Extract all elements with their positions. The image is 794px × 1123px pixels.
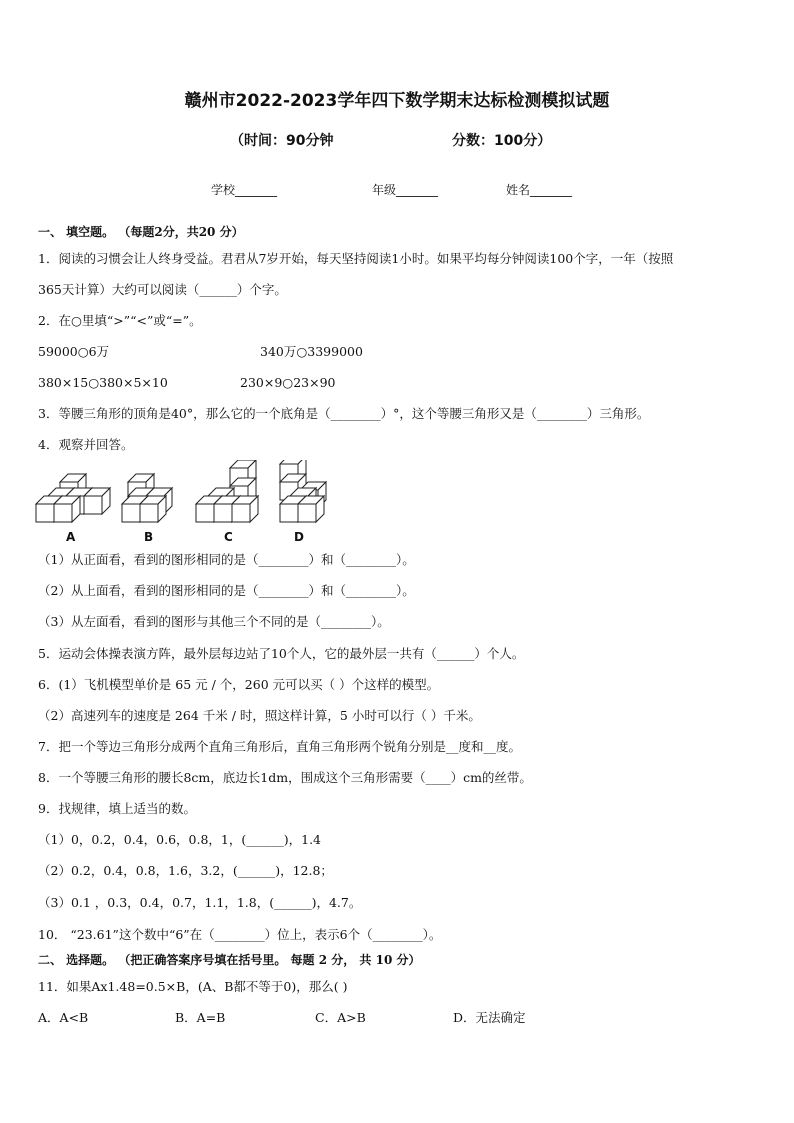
q6-sub-2: （2）高速列车的速度是 264 千米 / 时，照这样计算，5 小时可以行（ ）千米。 xyxy=(38,708,481,723)
q9-sub-2: （2）0.2，0.4，0.8，1.6，3.2，(______)，12.8； xyxy=(38,863,333,878)
figure-d xyxy=(280,460,326,522)
q6-sub-1: 6．(1）飞机模型单价是 65 元 / 个，260 元可以买（ ）个这样的模型。 xyxy=(38,677,440,692)
figure-label-a: A xyxy=(66,530,76,544)
q4-sub-1: （1）从正面看，看到的图形相同的是（________）和（________）。 xyxy=(38,552,415,567)
q11-option-c: C．A>B xyxy=(315,1010,366,1025)
grade-field: 年级_______ xyxy=(372,183,439,197)
student-info xyxy=(0,181,794,199)
exam-score: 分数：100分） xyxy=(452,133,552,149)
q1-line-2: 365天计算）大约可以阅读（______）个字。 xyxy=(38,282,287,297)
q7-text: 7．把一个等边三角形分成两个直角三角形后，直角三角形两个锐角分别是__度和__度。 xyxy=(38,739,521,754)
figure-label-d: D xyxy=(294,530,304,544)
q11-option-a: A．A<B xyxy=(38,1010,89,1025)
q9-sub-1: （1）0，0.2，0.4，0.6，0.8，1，(______)，1.4 xyxy=(38,832,322,847)
figure-a xyxy=(36,474,110,522)
section-1-heading: 一、 填空题。 （每题2分，共20 分） xyxy=(38,225,244,239)
name-field: 姓名_______ xyxy=(506,183,573,197)
q1-line-1: 1．阅读的习惯会让人终身受益。君君从7岁开始，每天坚持阅读1小时。如果平均每分钟阅读100个字，一年（按照 xyxy=(38,251,674,266)
q2-item-c: 380×15○380×5×10 xyxy=(38,375,168,390)
figure-c xyxy=(196,460,258,522)
exam-meta xyxy=(0,130,794,150)
cube-stacks-illustration xyxy=(34,460,334,524)
figure-label-c: C xyxy=(224,530,233,544)
exam-time: （时间：90分钟 xyxy=(230,133,334,149)
q9-sub-3: （3）0.1 ，0.3，0.4，0.7，1.1，1.8，(______)，4.7。 xyxy=(38,895,362,910)
q11-option-b: B．A=B xyxy=(175,1010,226,1025)
school-field: 学校_______ xyxy=(211,183,278,197)
q2-item-a: 59000○6万 xyxy=(38,344,110,359)
q2-item-d: 230×9○23×90 xyxy=(240,375,336,390)
cube-figures xyxy=(34,460,334,546)
page-title: 赣州市2022-2023学年四下数学期末达标检测模拟试题 xyxy=(184,91,610,111)
q3-text: 3．等腰三角形的顶角是40°，那么它的一个底角是（________）°，这个等腰三角形又是（________）三角形。 xyxy=(38,406,650,421)
section-2-heading: 二、 选择题。 （把正确答案序号填在括号里。 每题 2 分， 共 10 分） xyxy=(38,953,421,967)
figure-b xyxy=(122,474,172,522)
q2-prompt: 2．在○里填“>”“<”或“=”。 xyxy=(38,313,202,328)
q4-sub-3: （3）从左面看，看到的图形与其他三个不同的是（________）。 xyxy=(38,614,390,629)
q9-prompt: 9．找规律，填上适当的数。 xyxy=(38,801,196,816)
figure-label-b: B xyxy=(144,530,154,544)
q11-text: 11．如果Ax1.48=0.5×B，(A、B都不等于0)，那么( ) xyxy=(38,979,348,994)
q11-option-d: D．无法确定 xyxy=(453,1010,526,1025)
q10-text: 10． “23.61”这个数中“6”在（________）位上，表示6个（________）。 xyxy=(38,927,442,942)
q4-sub-2: （2）从上面看，看到的图形相同的是（________）和（________）。 xyxy=(38,583,415,598)
q5-text: 5．运动会体操表演方阵，最外层每边站了10个人，它的最外层一共有（______）个人。 xyxy=(38,646,525,661)
q4-prompt: 4．观察并回答。 xyxy=(38,437,134,452)
q8-text: 8．一个等腰三角形的腰长8cm，底边长1dm，围成这个三角形需要（____）cm的丝带。 xyxy=(38,770,532,785)
q2-item-b: 340万○3399000 xyxy=(260,344,363,359)
